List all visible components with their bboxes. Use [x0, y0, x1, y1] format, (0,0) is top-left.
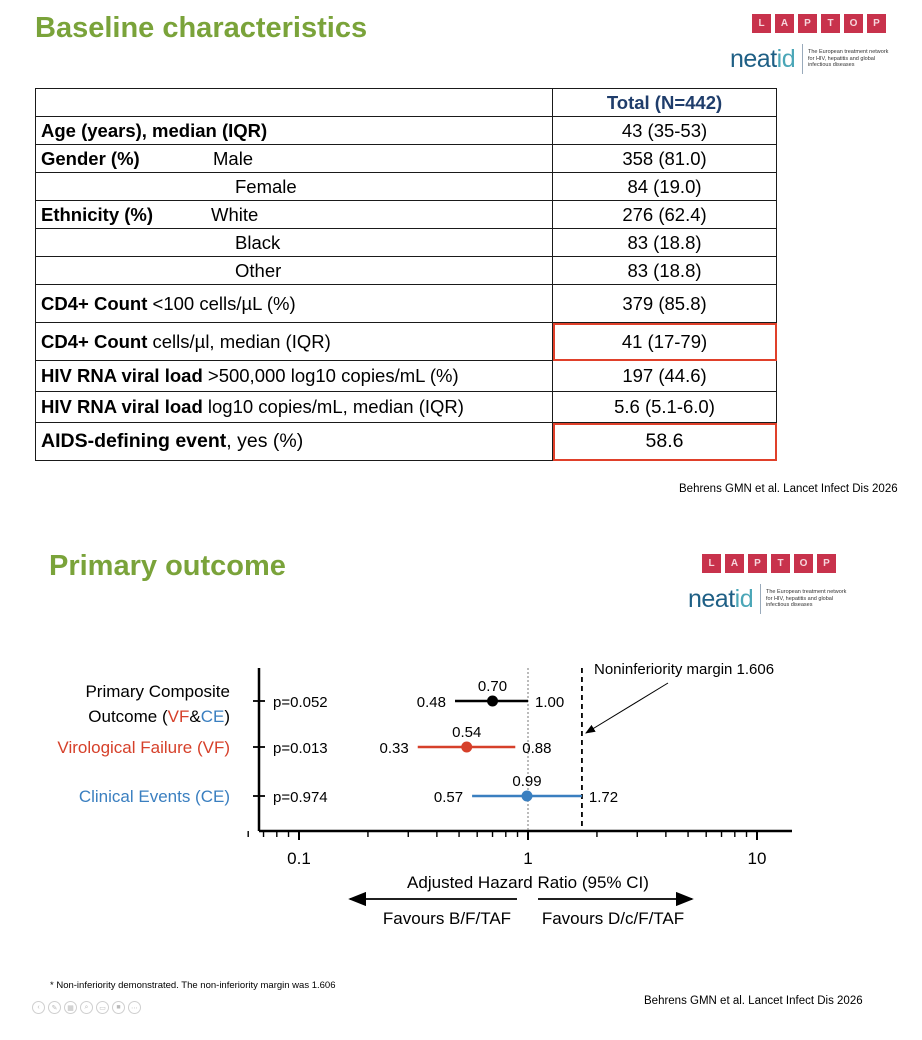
highlighted-value: 58.6 — [553, 423, 777, 461]
table-row — [36, 117, 777, 145]
laptop-tiles — [702, 554, 836, 573]
table-row — [36, 145, 777, 173]
row-label-rest: , yes (%) — [226, 430, 304, 452]
row-label-rest: <100 cells/µL (%) — [147, 292, 296, 314]
x-tick-label: 10 — [747, 849, 767, 868]
baseline-table — [35, 88, 777, 461]
neat-text: neat — [688, 585, 735, 613]
estimate-label: 0.70 — [477, 678, 508, 695]
table-row — [36, 392, 777, 423]
citation: Behrens GMN et al. Lancet Infect Dis 2026 — [644, 995, 863, 1007]
table-cell — [36, 89, 553, 117]
estimate-label: 0.54 — [452, 724, 482, 741]
id-text: id — [734, 585, 754, 613]
row-label — [36, 423, 553, 461]
row-label-bold: Age (years), median (IQR) — [41, 119, 268, 141]
neatid-wordmark — [730, 45, 795, 74]
more-options-icon[interactable]: ⋯ — [128, 1001, 141, 1014]
ci-lower-label: 0.33 — [379, 740, 409, 757]
row-label-bold: CD4+ Count — [41, 292, 148, 314]
ci-lower-label: 0.57 — [433, 789, 464, 806]
logo-letter: A — [725, 554, 744, 573]
logo-letter: L — [702, 554, 721, 573]
x-axis-label: Adjusted Hazard Ratio (95% CI) — [407, 873, 649, 892]
logo-letter: P — [867, 14, 886, 33]
slide1-title: Baseline characteristics — [35, 12, 368, 44]
table-row — [36, 257, 777, 285]
logo-letter: T — [821, 14, 840, 33]
logo-letter: P — [798, 14, 817, 33]
row-label — [36, 361, 553, 392]
laptop-neatid-logo — [722, 14, 892, 76]
noninferiority-margin-label: Noninferiority margin 1.606 — [594, 661, 775, 678]
pen-icon[interactable]: ✎ — [48, 1001, 61, 1014]
row-value: 84 (19.0) — [553, 173, 777, 201]
row-label-part: & — [189, 707, 201, 726]
margin-pointer-arrow — [586, 683, 668, 733]
logo-divider — [802, 44, 803, 74]
point-estimate — [487, 696, 498, 707]
point-estimate — [522, 791, 533, 802]
slide2-title: Primary outcome — [49, 550, 286, 582]
row-sublabel: Female — [235, 175, 297, 197]
row-sublabel: White — [211, 203, 259, 225]
p-value: p=0.052 — [273, 694, 328, 711]
logo-letter: A — [775, 14, 794, 33]
logo-letter: O — [844, 14, 863, 33]
logo-letter: P — [748, 554, 767, 573]
row-label — [36, 257, 553, 285]
subtitles-icon[interactable]: ▭ — [96, 1001, 109, 1014]
citation: Behrens GMN et al. Lancet Infect Dis 2026 — [679, 483, 898, 495]
favours-right-label: Favours D/c/F/TAF — [541, 909, 685, 928]
table-row — [36, 423, 777, 461]
row-value: 83 (18.8) — [553, 229, 777, 257]
row-label — [36, 323, 553, 361]
p-value: p=0.974 — [273, 789, 328, 806]
row-label — [36, 285, 553, 323]
table-row — [36, 89, 777, 117]
neatid-wordmark — [688, 585, 753, 614]
row-label-part: ) — [224, 707, 230, 726]
row-sublabel: Male — [213, 147, 254, 169]
row-label-part: Clinical Events (CE) — [78, 787, 230, 806]
table-row — [36, 285, 777, 323]
camera-icon[interactable]: ■ — [112, 1001, 125, 1014]
row-label — [36, 145, 553, 173]
ci-lower-label: 0.48 — [416, 694, 447, 711]
logo-divider — [760, 584, 761, 614]
slides-icon[interactable]: ▦ — [64, 1001, 77, 1014]
row-label-part: CE — [200, 707, 225, 726]
row-label-rest: log10 copies/mL, median (IQR) — [202, 396, 464, 417]
row-label — [36, 173, 553, 201]
ci-upper-label: 0.88 — [522, 740, 552, 757]
logo-letter: L — [752, 14, 771, 33]
id-text: id — [776, 45, 796, 73]
neat-text: neat — [730, 45, 777, 73]
highlighted-value: 41 (17-79) — [553, 323, 777, 361]
row-label-rest: >500,000 log10 copies/mL (%) — [202, 365, 459, 386]
favours-left-label: Favours B/F/TAF — [382, 909, 512, 928]
forest-plot — [0, 640, 922, 960]
table-row — [36, 173, 777, 201]
row-label-part: Primary Composite — [85, 682, 230, 701]
table-row — [36, 361, 777, 392]
logo-subtitle: The European treatment network for HIV, hepatitis and global infectious diseases — [808, 49, 889, 68]
previous-icon[interactable]: ‹ — [32, 1001, 45, 1014]
row-value: 358 (81.0) — [553, 145, 777, 173]
presentation-toolbar — [32, 1001, 141, 1014]
row-value: 43 (35-53) — [553, 117, 777, 145]
logo-letter: O — [794, 554, 813, 573]
row-sublabel: Other — [235, 259, 282, 281]
footnote: * Non-inferiority demonstrated. The non-inferiority margin was 1.606 — [50, 980, 336, 991]
row-label — [36, 229, 553, 257]
laptop-tiles — [752, 14, 886, 33]
table-row — [36, 323, 777, 361]
row-sublabel: Black — [235, 231, 281, 253]
row-value: 83 (18.8) — [553, 257, 777, 285]
row-value: 379 (85.8) — [553, 285, 777, 323]
row-value: 197 (44.6) — [553, 361, 777, 392]
row-label — [36, 392, 553, 423]
logo-subtitle: The European treatment network for HIV, hepatitis and global infectious diseases — [766, 589, 847, 608]
logo-letter: P — [817, 554, 836, 573]
row-label — [79, 787, 230, 806]
row-label-bold: Gender (%) — [41, 147, 140, 169]
row-label-bold: CD4+ Count — [41, 330, 148, 352]
row-label-part: Virological Failure (VF) — [57, 738, 230, 757]
row-label — [36, 201, 553, 229]
row-label-part: VF — [167, 707, 190, 726]
x-tick-label: 1 — [523, 849, 533, 868]
p-value: p=0.013 — [273, 740, 328, 757]
table-row — [36, 201, 777, 229]
row-label-part: Outcome ( — [88, 707, 168, 726]
ci-upper-label: 1.72 — [588, 789, 619, 806]
estimate-label: 0.99 — [512, 773, 542, 790]
row-label — [57, 738, 230, 757]
row-label-bold: HIV RNA viral load — [41, 365, 203, 386]
table-row — [36, 229, 777, 257]
row-label-bold: HIV RNA viral load — [41, 396, 203, 417]
row-label-rest: cells/µl, median (IQR) — [147, 330, 331, 352]
row-value: 5.6 (5.1-6.0) — [553, 392, 777, 423]
column-header-total: Total (N=442) — [553, 89, 777, 117]
point-estimate — [461, 742, 472, 753]
laptop-neatid-logo — [680, 554, 850, 616]
row-label-bold: AIDS-defining event — [41, 430, 227, 452]
x-tick-label: 0.1 — [287, 849, 311, 868]
row-label — [36, 117, 553, 145]
zoom-icon[interactable]: ⌕ — [80, 1001, 93, 1014]
row-label-bold: Ethnicity (%) — [41, 203, 154, 225]
logo-letter: T — [771, 554, 790, 573]
row-label — [88, 707, 230, 726]
row-label — [85, 682, 230, 701]
ci-upper-label: 1.00 — [535, 694, 565, 711]
row-value: 276 (62.4) — [553, 201, 777, 229]
